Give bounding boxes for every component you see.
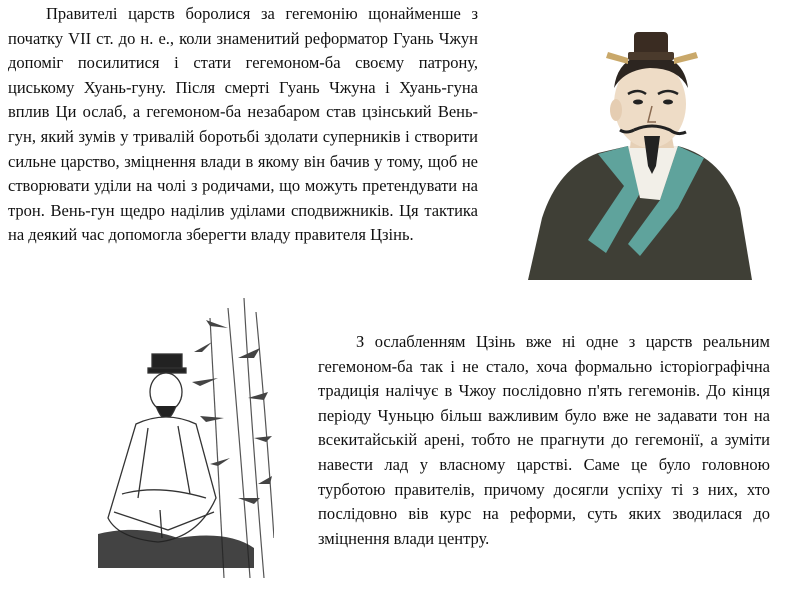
paragraph-top: Правителі царств боролися за гегемонію щонайменше з початку VII ст. до н. е., коли знаменитий реформатор Гуань Чжун допоміг посилитися і стати гегемоном-ба своєму патрону, циському Хуань-гуну. Після смерті Гуань Чжуна і Хуань-гуна вплив Ци ослаб, а гегемоном-ба незабаром став цзінський Вень-гун, який зумів у тривалій боротьбі здолати суперників і створити сильне царство, зміцнення влади в якому він бачив у тому, щоб не створювати уділи на чолі з родичами, що можуть претендувати на трон. Вень-гун щедро наділив уділами сподвижників. Ця тактика на деякий час допомогла зберегти владу правителя Цзінь. bbox=[8, 4, 478, 245]
ink-drawing-image bbox=[78, 298, 274, 578]
portrait-reflection bbox=[528, 280, 752, 332]
paragraph-bottom: З ослабленням Цзінь вже ні одне з царств реальним гегемоном-ба так і не стало, хоча формально історіографічна традиція налічує в Чжоу послідовно п'ять гегемонів. До кінця періоду Чуньцю більш важливим було вже не задавати тон на всекитайській арені, тобто не прагнути до гегемонії, а зуміти навести лад у власному царстві. Саме це було головною турботою правителів, причому досягли успіху ті з них, хто послідовно вів курс на реформи, суть яких зводилася до зміцнення влади центру. bbox=[318, 332, 770, 548]
portrait-image bbox=[528, 18, 752, 280]
